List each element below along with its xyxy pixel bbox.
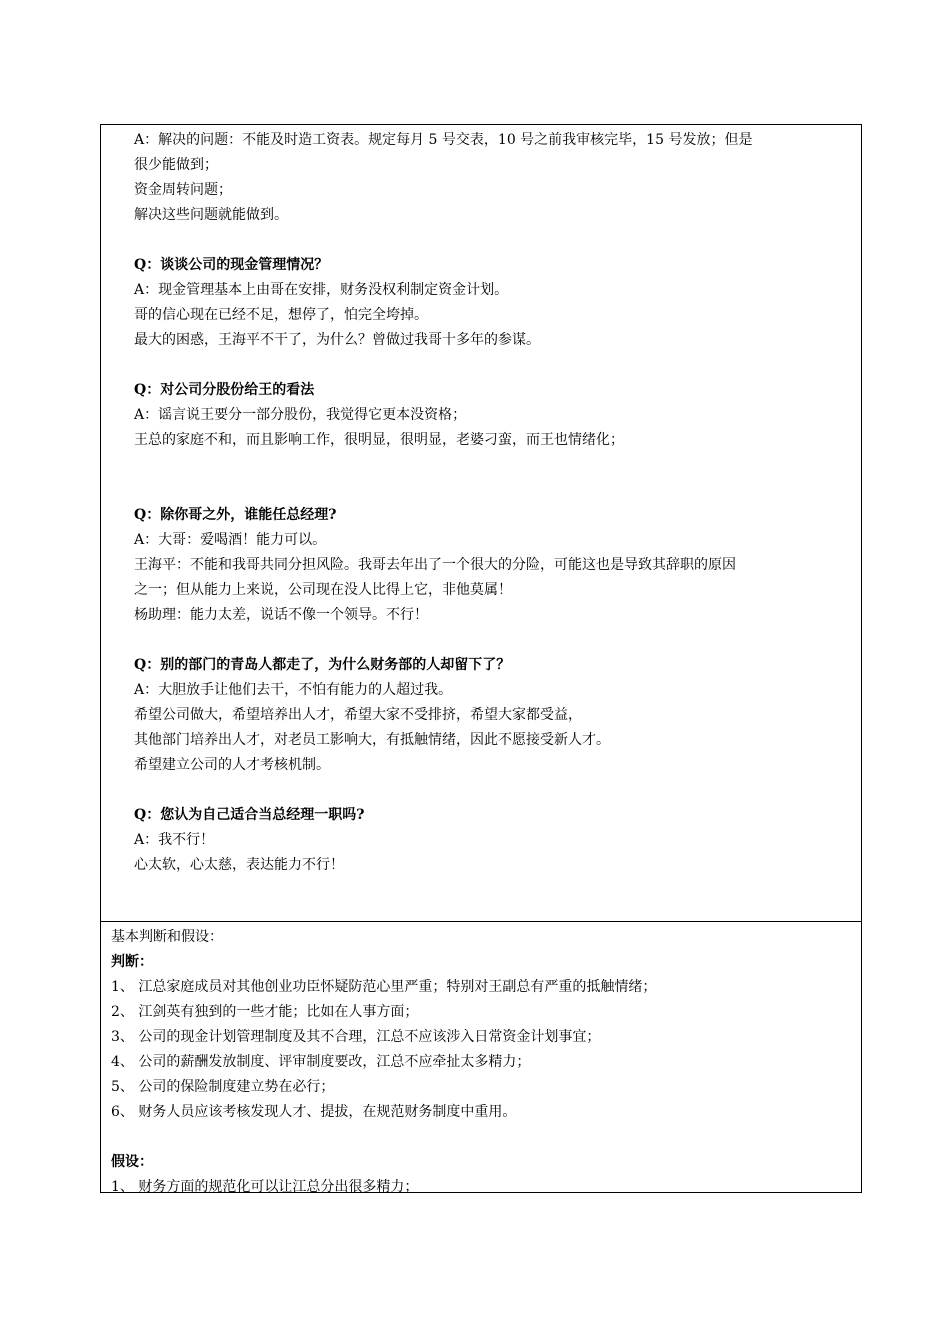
interview-notes-cell: [101, 125, 861, 922]
answer-line: 王海平：不能和我哥共同分担风险。我哥去年出了一个很大的分险，可能这也是导致其辞职的原因: [134, 557, 736, 573]
answer-line: 杨助理：能力太差，说话不像一个领导。不行！: [134, 607, 428, 623]
answer-line: 其他部门培养出人才，对老员工影响大，有抵触情绪，因此不愿接受新人才。: [134, 732, 610, 748]
answer-line: A：解决的问题：不能及时造工资表。规定每月 5 号交表，10 号之前我审核完毕，15 号发放；但是: [134, 132, 753, 148]
answer-line: 解决这些问题就能做到。: [134, 207, 288, 223]
hypothesis-label: 假设：: [111, 1154, 153, 1170]
assessment-heading: 基本判断和假设：: [111, 929, 223, 945]
answer-line: 心太软，心太慈，表达能力不行！: [134, 857, 344, 873]
answer-line: A：我不行！: [134, 832, 215, 848]
answer-line: A：大胆放手让他们去干，不怕有能力的人超过我。: [134, 682, 453, 698]
judgement-label: 判断：: [111, 954, 153, 970]
answer-line: 最大的困惑，王海平不干了，为什么？曾做过我哥十多年的参谋。: [134, 332, 540, 348]
question-finance-staff: Q：别的部门的青岛人都走了，为什么财务部的人却留下了？: [134, 657, 511, 673]
answer-line: 很少能做到；: [134, 157, 218, 173]
assessment-cell: [101, 922, 861, 1195]
answer-line: 希望公司做大，希望培养出人才，希望大家不受排挤，希望大家都受益，: [134, 707, 582, 723]
judgement-item: 3、 公司的现金计划管理制度及其不合理，江总不应该涉入日常资金计划事宜；: [111, 1029, 601, 1045]
answer-line: 王总的家庭不和，而且影响工作，很明显，很明显，老婆刁蛮，而王也情绪化；: [134, 432, 624, 448]
judgement-item: 2、 江剑英有独到的一些才能；比如在人事方面；: [111, 1004, 419, 1020]
judgement-item: 6、 财务人员应该考核发现人才、提拔，在规范财务制度中重用。: [111, 1104, 517, 1120]
judgement-item: 4、 公司的薪酬发放制度、评审制度要改，江总不应牵扯太多精力；: [111, 1054, 531, 1070]
interview-table: [100, 124, 862, 1193]
judgement-item: 5、 公司的保险制度建立势在必行；: [111, 1079, 335, 1095]
question-shares: Q：对公司分股份给王的看法: [134, 382, 315, 398]
answer-line: A：现金管理基本上由哥在安排，财务没权利制定资金计划。: [134, 282, 509, 298]
answer-line: A：谣言说王要分一部分股份，我觉得它更本没资格；: [134, 407, 467, 423]
question-cash-management: Q：谈谈公司的现金管理情况？: [134, 257, 329, 273]
question-self-assessment: Q：您认为自己适合当总经理一职吗?: [134, 807, 365, 823]
judgement-item: 1、 江总家庭成员对其他创业功臣怀疑防范心里严重；特别对王副总有严重的抵触情绪；: [111, 979, 657, 995]
answer-line: A：大哥：爱喝酒！能力可以。: [134, 532, 327, 548]
answer-line: 希望建立公司的人才考核机制。: [134, 757, 330, 773]
hypothesis-item: 1、 财务方面的规范化可以让江总分出很多精力；: [111, 1179, 419, 1195]
question-general-manager: Q：除你哥之外，谁能任总经理?: [134, 507, 337, 523]
answer-line: 之一；但从能力上来说，公司现在没人比得上它，非他莫属！: [134, 582, 512, 598]
answer-line: 资金周转问题；: [134, 182, 232, 198]
answer-line: 哥的信心现在已经不足，想停了，怕完全垮掉。: [134, 307, 428, 323]
